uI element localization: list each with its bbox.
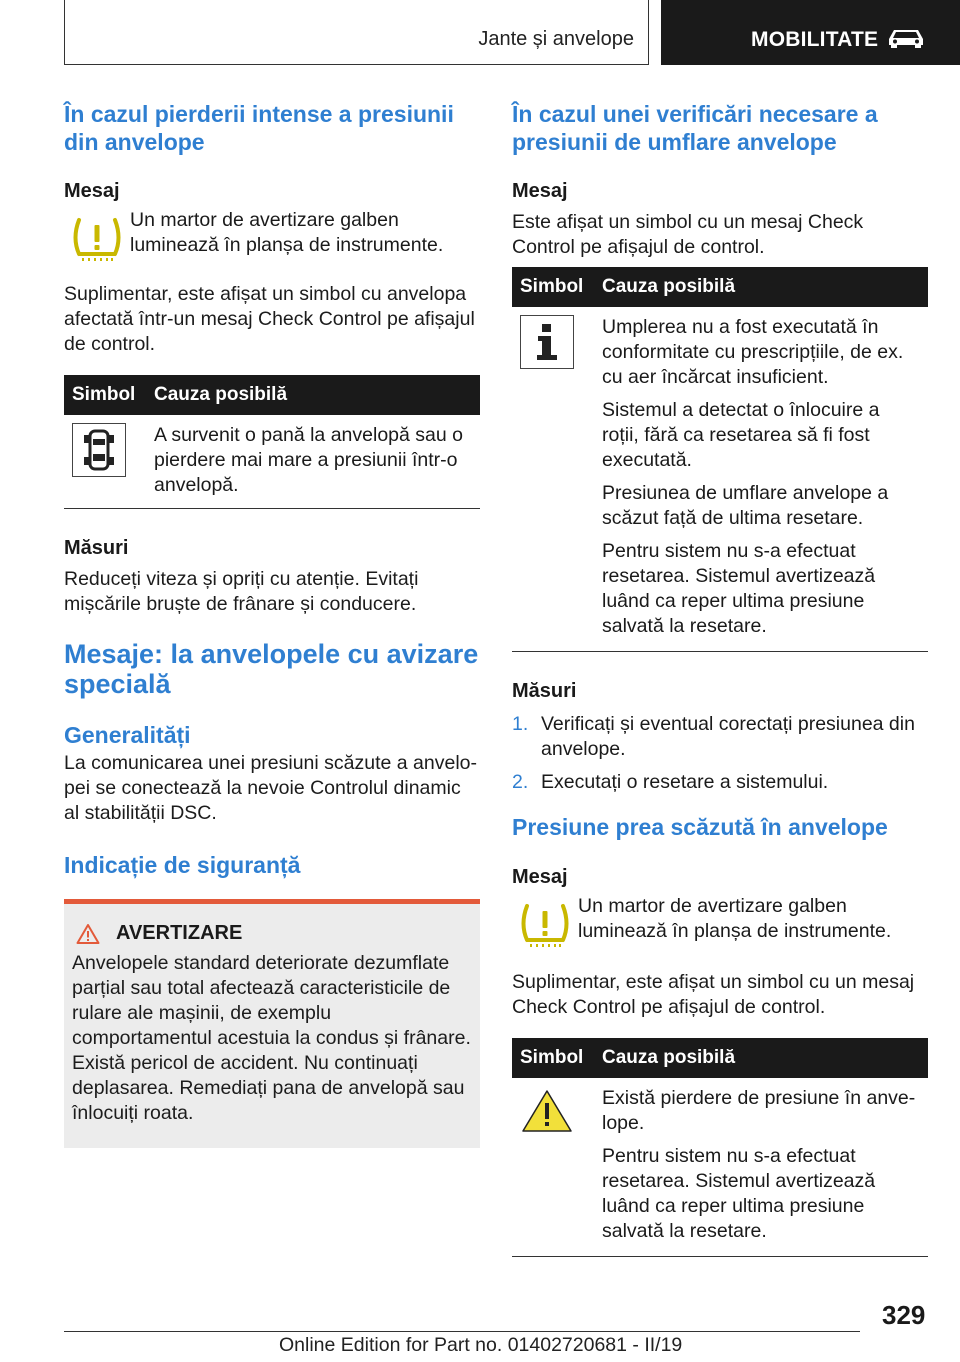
cause-text: Sistemul a detectat o înlocuire a roții, fără ca resetarea să fi fost executată. — [602, 399, 880, 471]
label-mesaj: Mesaj — [512, 180, 568, 202]
heading-safety-note: Indicație de siguranță — [64, 852, 301, 878]
header-chapter-box — [661, 0, 960, 65]
message-row — [512, 894, 928, 948]
footer-divider — [64, 1331, 860, 1332]
tire-pressure-warning-icon — [512, 894, 578, 948]
symbol-table — [512, 267, 928, 652]
message-row — [64, 208, 480, 262]
steps-list — [512, 712, 928, 795]
symbol-table — [64, 375, 480, 509]
cause-text: Pentru sistem nu s-a efectuat resetarea. Sistemul avertizează luând ca reper ultima presiune salvată la resetare. — [602, 1145, 876, 1242]
cause-text: Umplerea nu a fost executată în conformitate cu prescripțiile, de ex. cu aer încărcat insuficient. — [602, 316, 904, 388]
heading-general: Generalități — [64, 722, 191, 748]
page-number: 329 — [882, 1300, 926, 1330]
header-chapter-title: MOBILITATE — [751, 28, 879, 51]
warning-text: Anvelopele standard deteriorate dezumflate parțial sau total afectează caracteristicile de rulare ale mașinii, de exemplu comportamentul acestuia la condus și frânare. Există pericol de accident. Nu continuați deplasarea. Remediați pana de anvelopă sau înlocuiți roata. — [72, 952, 471, 1124]
label-mesaj: Mesaj — [512, 866, 568, 888]
left-column — [64, 100, 480, 1148]
right-column — [512, 100, 928, 1257]
warning-title: AVERTIZARE — [116, 922, 243, 944]
message-text: Un martor de avertizare galben luminează în planșa de instrumente. — [130, 209, 444, 256]
message-text: Este afișat un simbol cu un mesaj Check Control pe afișajul de control. — [512, 211, 864, 258]
step-text: Verificați și eventual corectați presiunea din anvelope. — [541, 713, 915, 760]
cause-text: A survenit o pană la anvelopă sau o pierdere mai mare a presiunii într-o anvelopă. — [146, 415, 480, 509]
supplementary-text: Suplimentar, este afișat un simbol cu un mesaj Check Control pe afișajul de control. — [512, 971, 915, 1018]
column-cause: Cauza posibilă — [594, 1038, 928, 1078]
table-row — [64, 415, 480, 509]
warning-triangle-icon — [76, 923, 100, 945]
footer-edition-text: Online Edition for Part no. 01402720681 - II/19 — [279, 1334, 683, 1356]
step-number: 1. — [512, 713, 529, 735]
table-row — [512, 307, 928, 652]
cause-text: Pentru sistem nu s-a efectuat resetarea. Sistemul avertizează luând ca reper ultima presiune salvată la resetare. — [602, 540, 876, 637]
label-masuri: Măsuri — [512, 680, 577, 702]
cause-text: Există pierdere de presiune în anvelope. — [602, 1087, 916, 1134]
symbol-table — [512, 1038, 928, 1257]
car-top-view-icon — [72, 423, 126, 477]
column-cause: Cauza posibilă — [146, 375, 480, 415]
heading-special-tires: Mesaje: la anvelopele cu avizare specială — [64, 639, 479, 699]
heading-tire-pressure-loss: În cazul pierderii intense a presiunii din anvelope — [64, 101, 454, 155]
label-masuri: Măsuri — [64, 537, 129, 559]
warning-box — [64, 899, 480, 1148]
column-symbol: Simbol — [512, 267, 594, 307]
column-symbol: Simbol — [512, 1038, 594, 1078]
column-symbol: Simbol — [64, 375, 146, 415]
list-item — [512, 712, 928, 762]
masuri-text: Reduceți viteza și opriți cu atenție. Evitați mișcările bruște de frânare și conducere. — [64, 568, 419, 615]
cause-text: Presiunea de umflare anvelope a scăzut față de ultima resetare. — [602, 482, 889, 529]
tire-pressure-warning-icon — [64, 208, 130, 262]
message-text: Un martor de avertizare galben luminează în planșa de instrumente. — [578, 895, 892, 942]
yellow-warning-triangle-icon — [520, 1086, 574, 1136]
list-item — [512, 770, 928, 795]
heading-pressure-check: În cazul unei verificări necesare a presiunii de umflare anvelope — [512, 101, 878, 155]
info-icon — [520, 315, 574, 369]
supplementary-text: Suplimentar, este afișat un simbol cu anvelopa afectată într-un mesaj Check Control pe afișajul de control. — [64, 283, 475, 355]
car-icon — [886, 27, 926, 54]
header-section-box — [64, 0, 649, 65]
warning-title-row — [72, 922, 472, 945]
column-cause: Cauza posibilă — [594, 267, 928, 307]
step-number: 2. — [512, 771, 529, 793]
heading-low-pressure: Presiune prea scăzută în anvelope — [512, 814, 888, 840]
step-text: Executați o resetare a sistemului. — [541, 771, 829, 793]
table-row — [512, 1078, 928, 1257]
header-section-title: Jante și anvelope — [478, 28, 634, 50]
label-mesaj: Mesaj — [64, 180, 120, 202]
general-text: La comunicarea unei presiuni scăzute a anvelopei se conectează la nevoie Controlul dinamic al stabilității DSC. — [64, 752, 478, 824]
